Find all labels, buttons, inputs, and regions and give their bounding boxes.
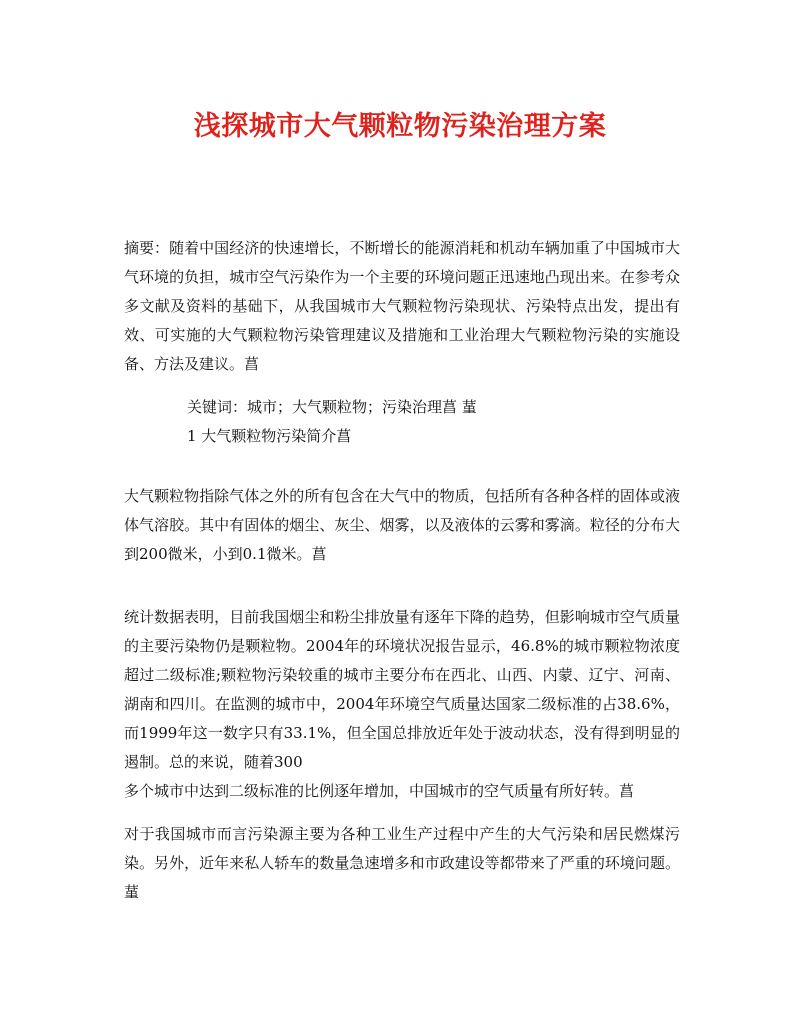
keywords-line: 关键词：城市；大气颗粒物；污染治理菖 蓳 [187, 398, 477, 416]
paragraph-2-tail: 多个城市中达到二级标准的比例逐年增加，中国城市的空气质量有所好转。菖 [124, 782, 635, 800]
section-heading-1: 1 大气颗粒物污染简介菖 [187, 427, 352, 445]
paragraph-1: 大气颗粒物指除气体之外的所有包含在大气中的物质，包括所有各种各样的固体或液体气溶胶。其中有固体的烟尘、灰尘、烟雾，以及液体的云雾和雾滴。粒径的分布大到200微米，小到0.1微米。菖 [124, 487, 680, 563]
document-title: 浅探城市大气颗粒物污染治理方案 [193, 111, 607, 142]
abstract-paragraph: 摘要：随着中国经济的快速增长，不断增长的能源消耗和机动车辆加重了中国城市大气环境的负担，城市空气污染作为一个主要的环境问题正迅速地凸现出来。在参考众多文献及资料的基础下，从我国城市大气颗粒物污染现状、污染特点出发，提出有效、可实施的大气颗粒物污染管理建议及措施和工业治理大气颗粒物污染的实施设备、方法及建议。菖 [124, 239, 680, 373]
paragraph-3: 对于我国城市而言污染源主要为各种工业生产过程中产生的大气污染和居民燃煤污染。另外，近年来私人轿车的数量急速增多和市政建设等都带来了严重的环境问题。蓳 [124, 825, 680, 901]
paragraph-2 [124, 603, 680, 806]
paragraph-2-main: 统计数据表明，目前我国烟尘和粉尘排放量有逐年下降的趋势，但影响城市空气质量的主要污染物仍是颗粒物。2004年的环境状况报告显示，46.8%的城市颗粒物浓度超过二级标准;颗粒物污染较重的城市主要分布在西北、山西、内蒙、辽宁、河南、湖南和四川。在监测的城市中，2004年环境空气质量达国家二级标准的占38.6%，而1999年这一数字只有33.1%，但全国总排放近年处于波动状态，没有得到明显的遏制。总的来说，随着300 [124, 608, 680, 771]
